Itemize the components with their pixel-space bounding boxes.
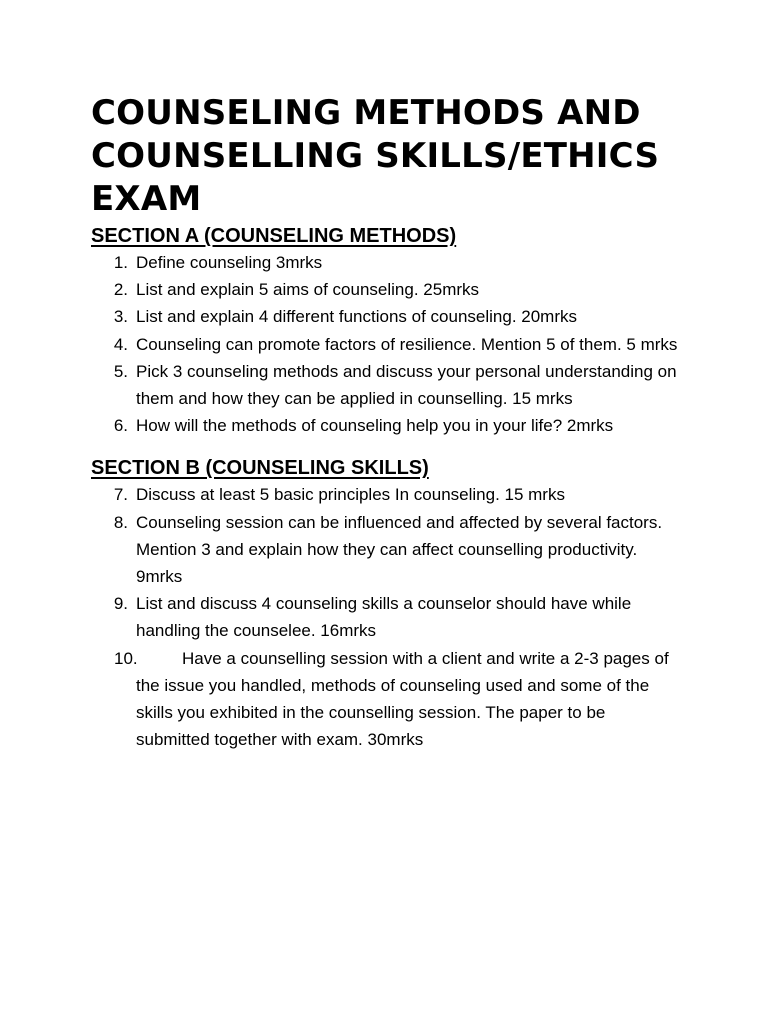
question-number: 8. <box>113 512 128 532</box>
section-a-heading: SECTION A (COUNSELING METHODS) <box>91 225 457 247</box>
title-line: EXAM <box>91 179 202 219</box>
question-number: 2. <box>113 280 128 300</box>
question-item <box>91 590 681 644</box>
question-text: Have a counselling session with a client and write a 2-3 pages of the issue you handled, methods of counseling used and some of the skills you exhibited in the counselling session. The paper to be submitted together with exam. 30mrks <box>136 648 669 750</box>
question-number: 5. <box>113 361 128 381</box>
section-a-question-list <box>91 249 681 439</box>
question-text: Define counseling 3mrks <box>136 253 323 272</box>
question-item <box>91 276 681 303</box>
question-text: List and explain 4 different functions of counseling. 20mrks <box>136 307 578 327</box>
question-item <box>91 331 681 358</box>
question-item <box>91 249 681 276</box>
question-item <box>91 481 681 508</box>
question-item <box>91 645 681 754</box>
question-number: 10. <box>114 648 138 668</box>
question-number: 7. <box>113 485 128 505</box>
question-number: 3. <box>113 307 128 327</box>
title-line: COUNSELLING SKILLS/ETHICS <box>91 136 660 176</box>
question-text: Pick 3 counseling methods and discuss your personal understanding on them and how they can be applied in counselling. 15 mrks <box>136 361 677 409</box>
question-text: Counseling session can be influenced and affected by several factors. Mention 3 and explain how they can affect counselling productivity. 9mrks <box>136 512 663 587</box>
question-item <box>91 303 681 330</box>
question-text: How will the methods of counseling help you in your life? 2mrks <box>136 416 614 436</box>
question-number: 1. <box>113 253 128 272</box>
section-b-heading: SECTION B (COUNSELING SKILLS) <box>91 457 429 480</box>
question-number: 4. <box>113 334 128 354</box>
question-text: Counseling can promote factors of resilience. Mention 5 of them. 5 mrks <box>136 334 678 354</box>
question-number: 6. <box>113 416 128 436</box>
question-text: Discuss at least 5 basic principles In counseling. 15 mrks <box>136 485 565 505</box>
section-b-question-list <box>91 481 681 753</box>
question-text: List and discuss 4 counseling skills a counselor should have while handling the counselee. 16mrks <box>136 594 632 641</box>
question-number: 9. <box>113 594 128 614</box>
exam-document <box>91 92 681 753</box>
question-item <box>91 509 681 591</box>
document-title <box>91 92 681 221</box>
question-text: List and explain 5 aims of counseling. 25mrks <box>136 280 480 300</box>
title-line: COUNSELING METHODS AND <box>91 93 641 133</box>
question-item <box>91 412 681 439</box>
question-item <box>91 358 681 412</box>
